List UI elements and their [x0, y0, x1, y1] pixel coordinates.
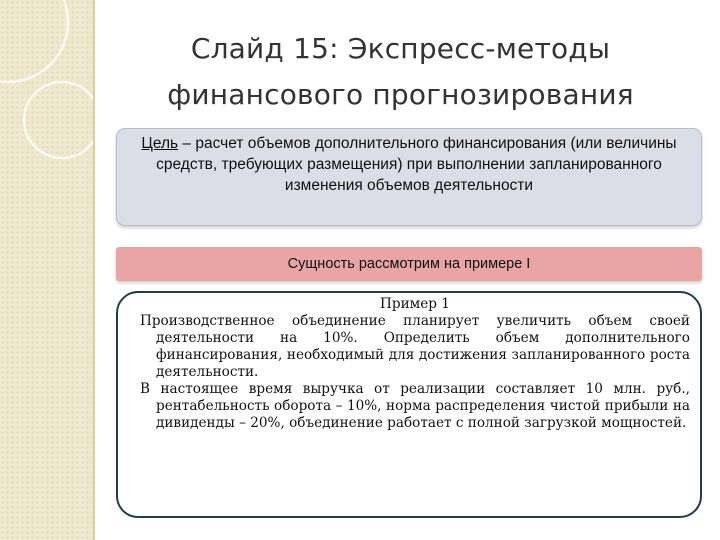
example-paragraph-1: Производственное объединение планирует увеличить объем своей деятельности на 10%. Определить объем дополнительного финансирования, необходимый для достижения запланированного роста деятельности.	[140, 313, 690, 380]
decorative-circles	[0, 0, 95, 200]
goal-label: Цель	[141, 135, 179, 152]
goal-text: – расчет объемов дополнительного финансирования (или величины средств, требующих размещения) при выполнении запланированного изменения объемов деятельности	[156, 135, 677, 194]
example-title: Пример 1	[380, 296, 450, 312]
strip-divider	[93, 0, 95, 540]
essence-bar: Сущность рассмотрим на примере I	[116, 247, 702, 281]
slide-title-line1: Слайд 15: Экспресс-методы	[190, 32, 611, 65]
slide-title	[118, 26, 683, 118]
goal-box	[116, 128, 702, 226]
slide-title-line2: финансового прогнозирования	[167, 78, 634, 111]
example-paragraph-2: В настоящее время выручка от реализации составляет 10 млн. руб., рентабельность оборота – 10%, норма распределения чистой прибыли на дивиденды – 20%, объединение работает с полной загрузкой мощностей.	[140, 381, 690, 431]
example-box	[116, 291, 702, 518]
